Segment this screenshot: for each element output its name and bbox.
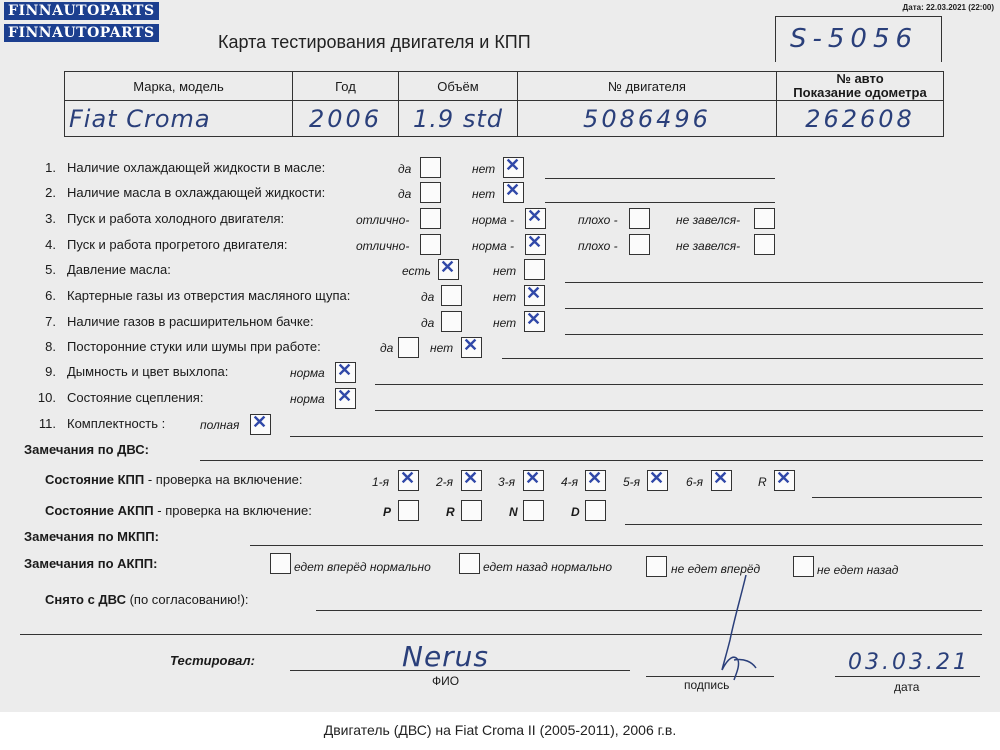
gear-label: 2-я [436,475,454,489]
removed-title: Снято с ДВС [45,592,126,607]
removed-label [45,592,249,607]
checkbox-yes[interactable] [398,337,419,358]
auto-gear-label: D [571,505,580,519]
question-text: Комплектность : [67,416,166,431]
auto-gear-label: P [383,505,392,519]
at-state-label [45,503,312,518]
checkbox-complete[interactable] [250,414,271,435]
checkbox-gear-4[interactable] [585,470,606,491]
removed-suffix: (по согласованию!): [125,592,249,607]
fio-label: ФИО [432,674,460,688]
answer-line [545,202,775,203]
answer-line [200,460,983,461]
option-label: не завелся- [676,213,741,227]
checkbox-yes[interactable] [420,157,441,178]
image-caption: Двигатель (ДВС) на Fiat Croma II (2005-2011), 2006 г.в. [323,722,677,738]
checkbox-no[interactable] [524,311,545,332]
checkbox-no[interactable] [524,285,545,306]
checkbox-excellent[interactable] [420,208,441,229]
checkbox-bad[interactable] [629,234,650,255]
checkbox-normal[interactable] [525,208,546,229]
option-label: отлично- [356,239,410,253]
fio-line [290,670,630,671]
date-line [835,676,980,677]
question-text: Посторонние стуки или шумы при работе: [67,339,321,354]
option-label: не завелся- [676,239,741,253]
question-text: Наличие охлаждающей жидкости в масле: [67,160,326,175]
option-label: полная [200,418,240,432]
option-label: да [421,316,435,330]
question-number: 11. [38,416,56,431]
answer-line [625,524,982,525]
option-label: едет вперёд нормально [294,560,431,574]
gear-label: 4-я [561,475,579,489]
checkbox-gear-5[interactable] [647,470,668,491]
column-header-odometer: Показание одометра [793,85,927,100]
checkbox-not-started[interactable] [754,208,775,229]
volume-value: 1.9 std [399,101,518,137]
option-label: да [421,290,435,304]
question-text: Состояние сцепления: [67,390,204,405]
question-text: Пуск и работа холодного двигателя: [67,211,285,226]
option-label: едет назад нормально [483,560,613,574]
ice-remarks-label: Замечания по ДВС: [24,442,149,457]
checkbox-gear-2[interactable] [461,470,482,491]
answer-line [565,308,983,309]
answer-line [375,384,983,385]
option-label: нет [493,316,517,330]
watermark-logo: FINNAUTOPARTS [4,2,159,20]
gear-label: R [758,475,767,489]
option-label: да [380,341,394,355]
question-number: 1. [45,160,56,175]
option-label: не едет назад [817,563,899,577]
checkbox-no[interactable] [461,337,482,358]
checkbox-auto-d[interactable] [585,500,606,521]
serial-number: S-5056 [790,24,919,54]
checkbox-normal[interactable] [335,362,356,383]
at-remarks-label: Замечания по АКПП: [24,556,158,571]
checkbox-no-backward[interactable] [793,556,814,577]
at-state-suffix: - проверка на включение: [153,503,312,518]
handwritten-signature [690,570,780,685]
auto-gear-label: R [446,505,455,519]
question-number: 9. [45,364,56,379]
tested-label: Тестировал: [170,653,255,668]
checkbox-auto-r[interactable] [461,500,482,521]
mt-state-label [45,472,302,487]
checkbox-yes[interactable] [441,311,462,332]
gear-label: 3-я [498,475,516,489]
option-label: норма [290,366,325,380]
checkbox-no[interactable] [524,259,545,280]
option-label: есть [402,264,431,278]
year-value: 2006 [293,101,399,137]
answer-line [565,334,983,335]
checkbox-present[interactable] [438,259,459,280]
question-text: Давление масла: [67,262,171,277]
checkbox-bad[interactable] [629,208,650,229]
column-header: Марка, модель [65,72,293,101]
checkbox-auto-p[interactable] [398,500,419,521]
odometer-value: 262608 [777,101,944,137]
option-label: да [398,162,412,176]
date-value: 03.03.21 [848,650,970,675]
option-label: норма - [472,239,515,253]
answer-line [502,358,983,359]
option-label: нет [493,264,517,278]
checkbox-no[interactable] [503,157,524,178]
answer-line [375,410,983,411]
mt-state-title: Состояние КПП [45,472,145,487]
answer-line [250,545,983,546]
question-text: Картерные газы из отверстия масляного щупа: [67,288,351,303]
checkbox-not-started[interactable] [754,234,775,255]
question-number: 4. [45,237,56,252]
checkbox-gear-3[interactable] [523,470,544,491]
question-text: Дымность и цвет выхлопа: [67,364,229,379]
answer-line [290,436,983,437]
answer-line [565,282,983,283]
column-header [777,72,944,101]
option-label: норма [290,392,325,406]
checkbox-auto-n[interactable] [523,500,544,521]
question-number: 5. [45,262,56,277]
column-header: Объём [399,72,518,101]
question-number: 3. [45,211,56,226]
option-label: норма - [472,213,515,227]
option-label: да [398,187,412,201]
watermark-logo: FINNAUTOPARTS [4,24,159,42]
question-text: Наличие масла в охлаждающей жидкости: [67,185,326,200]
checkbox-forward-ok[interactable] [270,553,291,574]
date-stamp: Дата: 22.03.2021 (22:00) [902,3,994,12]
option-label: плохо - [578,213,618,227]
checkbox-no[interactable] [503,182,524,203]
option-label: не едет вперёд [671,562,761,576]
answer-line [20,634,982,635]
model-value: Fiat Croma [65,101,293,137]
question-number: 8. [45,339,56,354]
mt-remarks-label: Замечания по МКПП: [24,529,159,544]
checkbox-gear-r[interactable] [774,470,795,491]
option-label: нет [472,187,496,201]
question-number: 6. [45,288,56,303]
option-label: нет [493,290,517,304]
checkbox-gear-1[interactable] [398,470,419,491]
checkbox-yes[interactable] [420,182,441,203]
engine-number-value: 5086496 [518,101,777,137]
column-header-auto: № авто [836,71,884,86]
column-header: Год [293,72,399,101]
column-header: № двигателя [518,72,777,101]
checkbox-gear-6[interactable] [711,470,732,491]
checkbox-no-forward[interactable] [646,556,667,577]
checkbox-yes[interactable] [441,285,462,306]
signature-label: подпись [684,678,730,692]
mt-state-suffix: - проверка на включение: [144,472,303,487]
answer-line [545,178,775,179]
gear-label: 6-я [686,475,704,489]
form-title: Карта тестирования двигателя и КПП [218,32,531,52]
checkbox-backward-ok[interactable] [459,553,480,574]
answer-line [316,610,982,611]
checkbox-excellent[interactable] [420,234,441,255]
tester-name: Nerus [402,640,490,673]
gear-label: 5-я [623,475,641,489]
option-label: нет [430,341,454,355]
date-label: дата [894,680,920,694]
checkbox-normal[interactable] [525,234,546,255]
checkbox-normal[interactable] [335,388,356,409]
option-label: нет [472,162,496,176]
option-label: плохо - [578,239,618,253]
at-state-title: Состояние АКПП [45,503,154,518]
auto-gear-label: N [509,505,518,519]
answer-line [812,497,982,498]
header-table [64,71,944,137]
question-text: Пуск и работа прогретого двигателя: [67,237,288,252]
question-text: Наличие газов в расширительном бачке: [67,314,314,329]
question-number: 2. [45,185,56,200]
question-number: 7. [45,314,56,329]
gear-label: 1-я [372,475,390,489]
question-number: 10. [37,390,56,405]
option-label: отлично- [356,213,410,227]
